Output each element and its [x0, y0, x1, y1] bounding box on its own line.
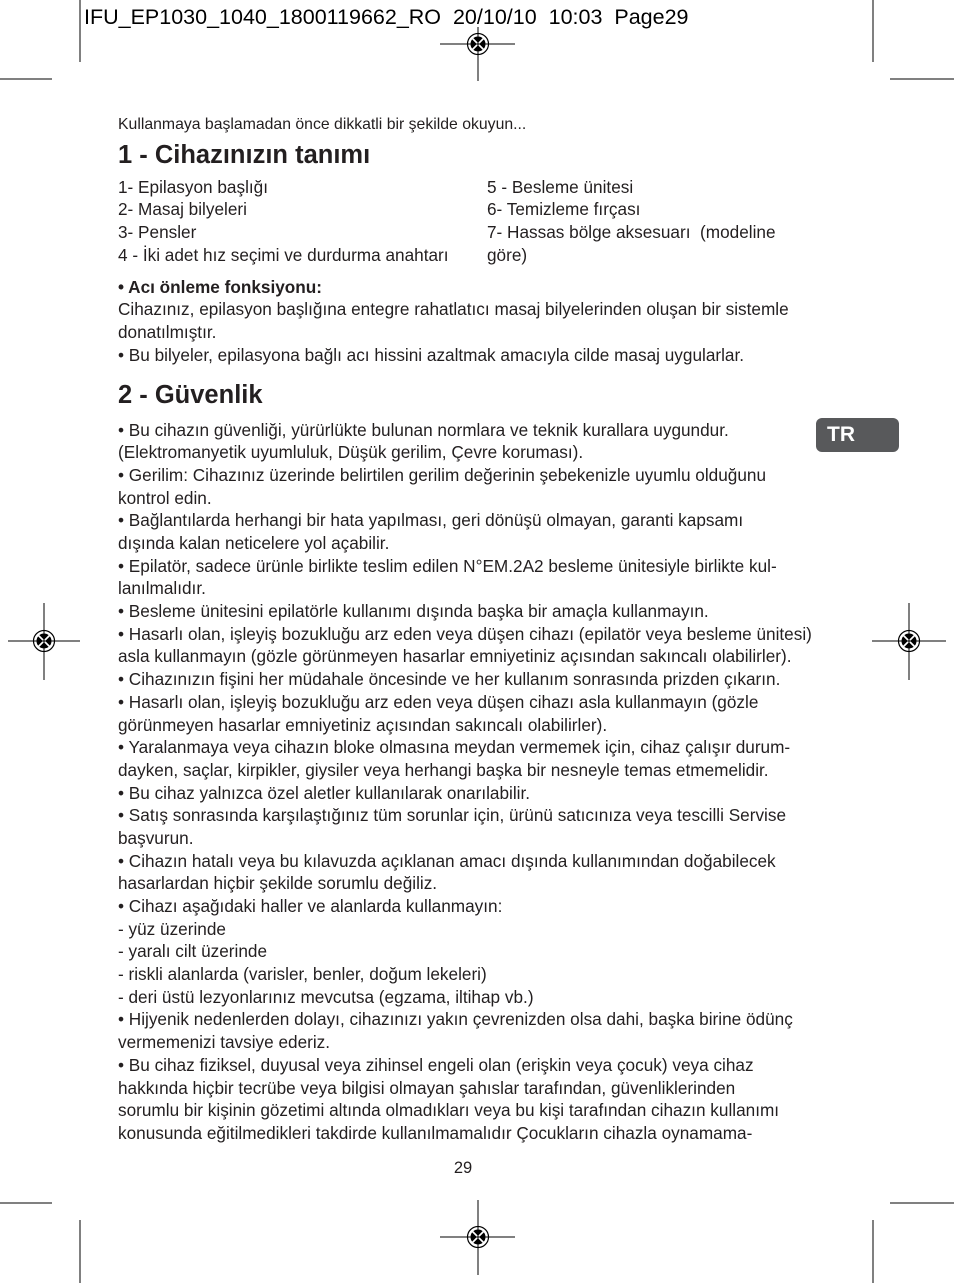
- safety-item: [118, 804, 812, 849]
- section-title-safety: 2 - Güvenlik: [118, 381, 263, 409]
- safety-line: • Gerilim: Cihazınız üzerinde belirtilen gerilim değerinin şebekenizle uyumlu olduğunu: [118, 464, 767, 485]
- safety-item: [118, 623, 812, 668]
- safety-line: (Elektromanyetik uyumluluk, Düşük gerilim, Çevre koruması).: [118, 442, 584, 463]
- safety-item: [118, 668, 812, 691]
- registration-mark-bottom: [440, 1200, 515, 1275]
- safety-line: • Bu cihazın güvenliği, yürürlükte bulunan normlara ve teknik kurallara uygundur.: [118, 419, 729, 440]
- safety-line: vermemenizi tavsiye ederiz.: [118, 1032, 331, 1053]
- safety-item: [118, 464, 812, 509]
- safety-line: • Epilatör, sadece ürünle birlikte teslim edilen N°EM.2A2 besleme ünitesiyle birlikte kul-: [118, 555, 777, 576]
- parts-list-item: 2- Masaj bilyeleri: [118, 199, 247, 220]
- safety-line: asla kullanmayın (gözle görünmeyen hasarlar emniyetiniz açısından sakıncalı olabilirler).: [118, 646, 792, 667]
- safety-line: • Satış sonrasında karşılaştığınız tüm sorunlar için, ürünü satıcınıza veya tescilli Servise: [118, 805, 787, 826]
- safety-line: • Besleme ünitesini epilatörle kullanımı dışında başka bir amaçla kullanmayın.: [118, 601, 709, 622]
- intro-note: Kullanmaya başlamadan önce dikkatli bir şekilde okuyun...: [118, 116, 527, 133]
- pain-relief-block: [118, 276, 789, 367]
- safety-item: [118, 419, 812, 464]
- page-number: 29: [453, 1159, 473, 1177]
- safety-item: [118, 895, 812, 1008]
- safety-line: lanılmalıdır.: [118, 578, 206, 599]
- safety-item: [118, 1054, 812, 1145]
- safety-sub-item: - riskli alanlarda (varisler, benler, doğum lekeleri): [118, 964, 487, 985]
- safety-line: hakkında hiçbir tecrübe veya bilgisi olmayan şahıslar tarafından, güvenliklerinden: [118, 1077, 736, 1098]
- parts-list-item: 1- Epilasyon başlığı: [118, 176, 268, 197]
- safety-sub-item: - deri üstü lezyonlarınız mevcutsa (egzama, iltihap vb.): [118, 986, 534, 1007]
- safety-item: [118, 850, 812, 895]
- safety-line: konusunda eğitilmedikleri takdirde kullanılmamalıdır Çocukların cihazla oynamama-: [118, 1122, 753, 1143]
- safety-line: • Yaralanmaya veya cihazın bloke olmasına meydan vermemek için, cihaz çalışır durum-: [118, 737, 791, 758]
- parts-list-item: 5 - Besleme ünitesi: [487, 176, 634, 197]
- safety-item: [118, 782, 812, 805]
- print-slug: IFU_EP1030_1040_1800119662_RO 20/10/10 10:03 Page29: [84, 5, 689, 29]
- safety-item: [118, 691, 812, 736]
- safety-line: • Hijyenik nedenlerden dolayı, cihazınızı yakın çevrenizden olsa dahi, başka birine ödünç: [118, 1009, 793, 1030]
- safety-item: [118, 600, 812, 623]
- safety-item: [118, 1008, 812, 1053]
- parts-list-item: göre): [487, 244, 528, 265]
- language-tab: TR: [816, 418, 899, 452]
- registration-mark-top: [440, 27, 515, 81]
- parts-list-left: [118, 176, 449, 267]
- safety-sub-item: - yüz üzerinde: [118, 918, 226, 939]
- safety-line: • Bağlantılarda herhangi bir hata yapılması, geri dönüşü olmayan, garanti kapsamı: [118, 510, 744, 531]
- pain-relief-heading: • Acı önleme fonksiyonu:: [118, 276, 323, 297]
- safety-line: • Bu cihaz fiziksel, duyusal veya zihinsel engeli olan (erişkin veya çocuk) veya cihaz: [118, 1054, 754, 1075]
- parts-list-item: 7- Hassas bölge aksesuarı (modeline: [487, 221, 776, 242]
- safety-item: [118, 736, 812, 781]
- section-title-description: 1 - Cihazınızın tanımı: [118, 141, 371, 169]
- safety-line: başvurun.: [118, 827, 194, 848]
- safety-line: sorumlu bir kişinin gözetimi altında olmadıkları veya bu kişi tarafından cihazın kullanımı: [118, 1100, 780, 1121]
- safety-line: • Hasarlı olan, işleyiş bozukluğu arz eden veya düşen cihazı asla kullanmayın (gözle: [118, 691, 759, 712]
- paragraph-line: • Bu bilyeler, epilasyona bağlı acı hissini azaltmak amacıyla cilde masaj uygularlar.: [118, 344, 745, 365]
- parts-list-right: [487, 176, 776, 267]
- parts-list-item: 6- Temizleme fırçası: [487, 199, 641, 220]
- safety-line: kontrol edin.: [118, 487, 212, 508]
- safety-line: görünmeyen hasarlar emniyetiniz açısından sakıncalı olabilirler).: [118, 714, 608, 735]
- safety-line: • Cihazın hatalı veya bu kılavuzda açıklanan amacı dışında kullanımından doğabilecek: [118, 850, 776, 871]
- safety-item: [118, 509, 812, 554]
- safety-sub-item: - yaralı cilt üzerinde: [118, 941, 268, 962]
- parts-list-item: 4 - İki adet hız seçimi ve durdurma anahtarı: [118, 244, 449, 265]
- safety-line: hasarlardan hiçbir şekilde sorumlu değiliz.: [118, 873, 438, 894]
- parts-list-item: 3- Pensler: [118, 221, 197, 242]
- safety-line: dayken, saçlar, kirpikler, giysiler veya herhangi başka bir nesneyle temas etmemelidir.: [118, 759, 769, 780]
- safety-item: [118, 555, 812, 600]
- safety-line: • Cihazınızın fişini her müdahale öncesinde ve her kullanım sonrasında prizden çıkarın.: [118, 669, 781, 690]
- registration-mark-left: [8, 603, 80, 680]
- paragraph-line: Cihazınız, epilasyon başlığına entegre rahatlatıcı masaj bilyelerinden oluşan bir sistemle: [118, 299, 789, 320]
- registration-mark-right: [872, 603, 946, 680]
- safety-line: dışında kalan neticelere yol açabilir.: [118, 533, 390, 554]
- safety-list: [118, 419, 812, 1145]
- safety-line: • Bu cihaz yalnızca özel aletler kullanılarak onarılabilir.: [118, 782, 531, 803]
- paragraph-line: donatılmıştır.: [118, 321, 217, 342]
- safety-line: • Cihazı aşağıdaki haller ve alanlarda kullanmayın:: [118, 896, 503, 917]
- safety-line: • Hasarlı olan, işleyiş bozukluğu arz eden veya düşen cihazı (epilatör veya besleme ünitesi): [118, 623, 812, 644]
